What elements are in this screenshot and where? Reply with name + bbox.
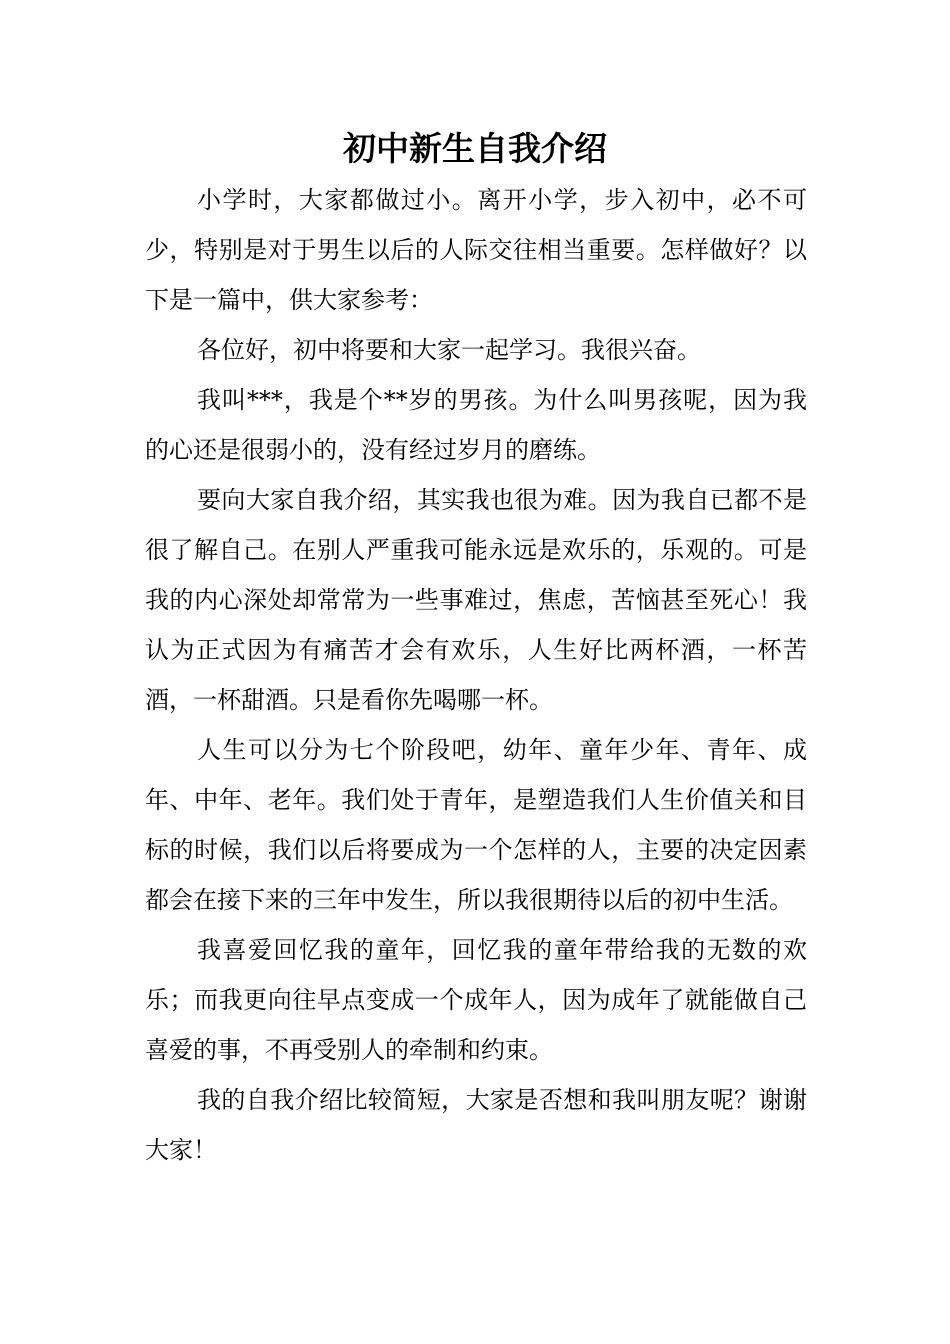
document-title: 初中新生自我介绍	[343, 129, 607, 168]
paragraph-intro: 小学时，大家都做过小。离开小学，步入初中，必不可少，特别是对于男生以后的人际交往相当重要。怎样做好？以下是一篇中，供大家参考：	[145, 186, 807, 314]
paragraph-greeting: 各位好，初中将要和大家一起学习。我很兴奋。	[197, 336, 701, 364]
paragraph-name: 我叫***，我是个**岁的男孩。为什么叫男孩呢，因为我的心还是很弱小的，没有经过岁月的磨练。	[145, 386, 807, 464]
paragraph-self-reflection: 要向大家自我介绍，其实我也很为难。因为我自已都不是很了解自己。在别人严重我可能永远是欢乐的，乐观的。可是我的内心深处却常常为一些事难过，焦虑，苦恼甚至死心！我认为正式因为有痛苦才会有欢乐，人生好比两杯酒，一杯苦酒，一杯甜酒。只是看你先喝哪一杯。	[145, 486, 807, 714]
paragraph-closing: 我的自我介绍比较简短，大家是否想和我叫朋友呢？谢谢大家！	[145, 1086, 807, 1164]
paragraph-childhood: 我喜爱回忆我的童年，回忆我的童年带给我的无数的欢乐；而我更向往早点变成一个成年人，因为成年了就能做自己喜爱的事，不再受别人的牵制和约束。	[145, 936, 807, 1064]
document-body	[145, 175, 807, 1175]
paragraph-life-stages: 人生可以分为七个阶段吧，幼年、童年少年、青年、成年、中年、老年。我们处于青年，是塑造我们人生价值关和目标的时候，我们以后将要成为一个怎样的人，主要的决定因素都会在接下来的三年中发生，所以我很期待以后的初中生活。	[145, 736, 807, 914]
